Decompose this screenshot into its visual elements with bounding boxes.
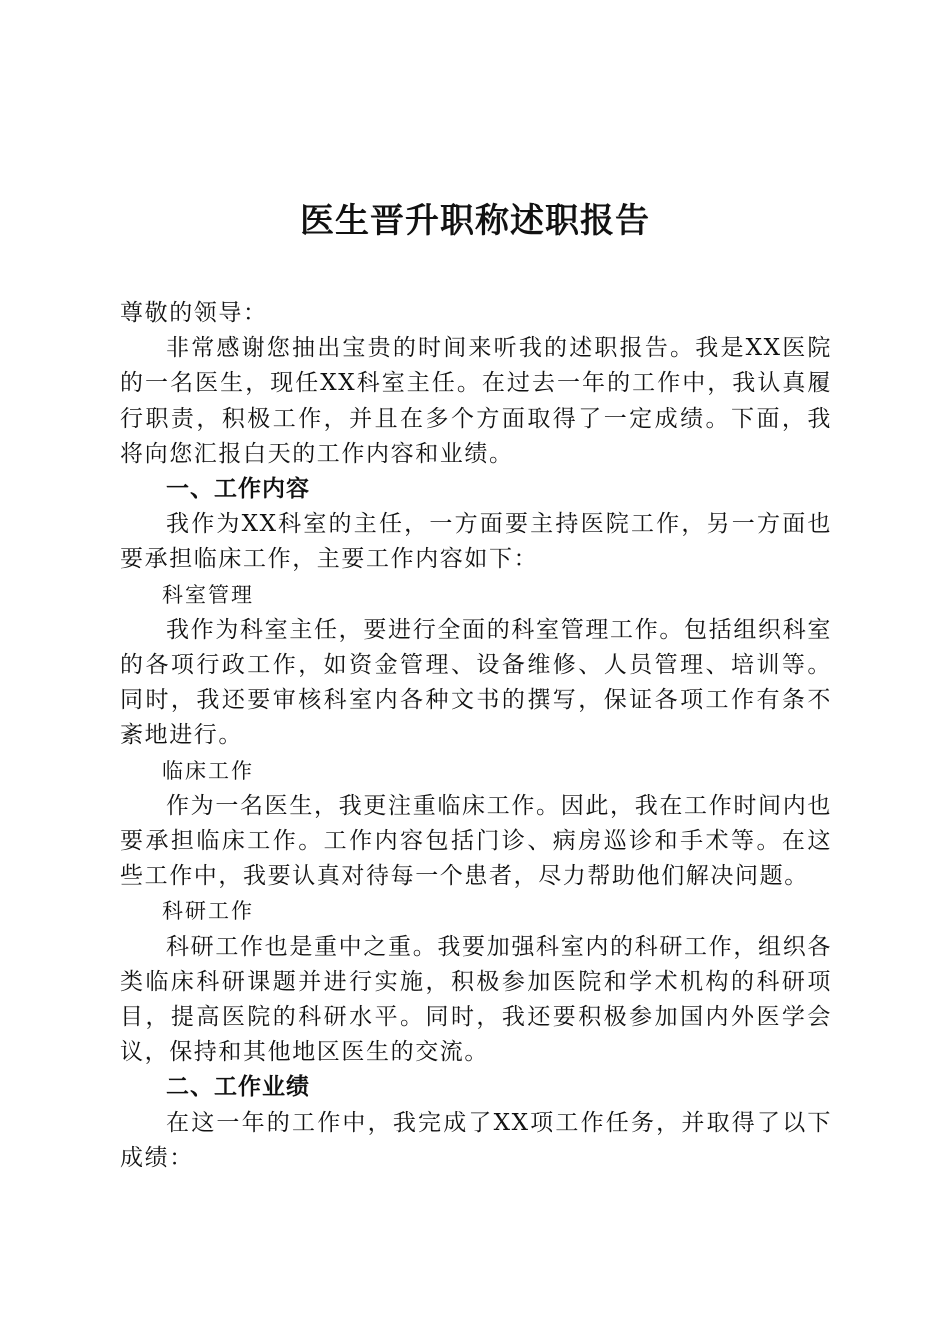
intro-paragraph: 非常感谢您抽出宝贵的时间来听我的述职报告。我是XX医院的一名医生，现任XX科室主任。在过去一年的工作中，我认真履行职责，积极工作，并且在多个方面取得了一定成绩。下面，我将向您汇报白天的工作内容和业绩。 xyxy=(120,335,832,467)
paragraph-research-work: 科研工作也是重中之重。我要加强科室内的科研工作，组织各类临床科研课题并进行实施，积极参加医院和学术机构的科研项目，提高医院的科研水平。同时，我还要积极参加国内外医学会议，保持和其他地区医生的交流。 xyxy=(120,933,832,1066)
salutation: 尊敬的领导： xyxy=(120,300,268,326)
subheading-department-management: 科室管理 xyxy=(162,582,254,607)
subheading-research-work: 科研工作 xyxy=(162,899,254,924)
paragraph-clinical-work: 作为一名医生，我更注重临床工作。因此，我在工作时间内也要承担临床工作。工作内容包括门诊、病房巡诊和手术等。在这些工作中，我要认真对待每一个患者，尽力帮助他们解决问题。 xyxy=(120,792,832,890)
section-heading-work-content: 一、工作内容 xyxy=(166,476,310,503)
document-title: 医生晋升职称述职报告 xyxy=(300,201,650,241)
document-body xyxy=(120,296,832,1176)
section-heading-achievements: 二、工作业绩 xyxy=(166,1074,310,1101)
paragraph-department-management: 我作为科室主任，要进行全面的科室管理工作。包括组织科室的各项行政工作，如资金管理、设备维修、人员管理、培训等。同时，我还要审核科室内各种文书的撰写，保证各项工作有条不紊地进行。 xyxy=(120,616,832,749)
subheading-clinical-work: 临床工作 xyxy=(162,758,254,783)
section-intro-achievements: 在这一年的工作中，我完成了XX项工作任务，并取得了以下成绩： xyxy=(120,1109,832,1171)
section-intro-work-content: 我作为XX科室的主任，一方面要主持医院工作，另一方面也要承担临床工作，主要工作内容如下： xyxy=(120,511,832,573)
